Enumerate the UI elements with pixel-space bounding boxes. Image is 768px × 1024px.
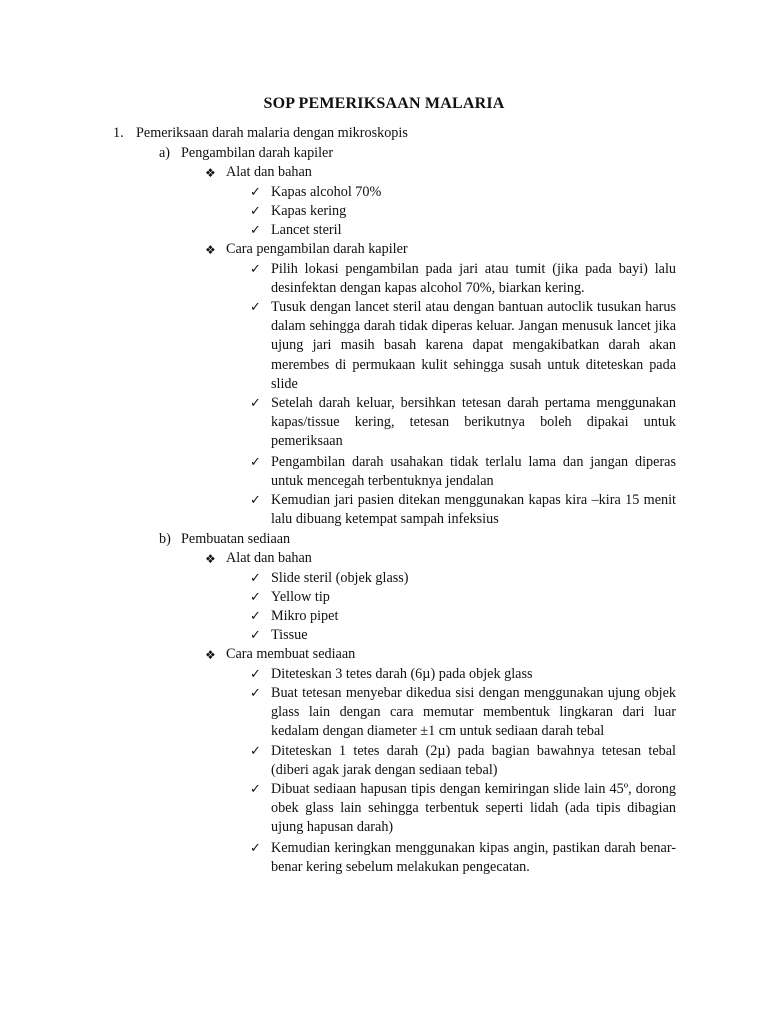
step-item: Diteteskan 3 tetes darah (6µ) pada objek glass <box>271 666 533 682</box>
tool-item: Tissue <box>271 627 308 643</box>
check-icon: ✓ <box>250 590 261 605</box>
subsection-b-heading: Pembuatan sediaan <box>181 531 291 547</box>
tool-item: Yellow tip <box>271 589 330 605</box>
check-icon: ✓ <box>250 667 261 682</box>
method-heading-b: Cara membuat sediaan <box>226 646 356 662</box>
diamond-bullet-icon: ❖ <box>205 243 216 257</box>
step-item: Kemudian jari pasien ditekan menggunakan kapas kira –kira 15 menit lalu dibuang ketempat sampah infeksius <box>271 492 676 528</box>
check-icon: ✓ <box>250 396 261 411</box>
check-icon: ✓ <box>250 204 261 219</box>
tools-heading-a: Alat dan bahan <box>226 164 312 180</box>
check-icon: ✓ <box>250 455 261 470</box>
tool-item: Kapas kering <box>271 203 347 219</box>
step-item: Diteteskan 1 tetes darah (2µ) pada bagian bawahnya tetesan tebal (diberi agak jarak dengan sediaan tebal) <box>271 743 676 779</box>
step-item: Kemudian keringkan menggunakan kipas angin, pastikan darah benar-benar kering sebelum melakukan pengecatan. <box>271 840 676 876</box>
tool-item: Mikro pipet <box>271 608 339 624</box>
section-heading: Pemeriksaan darah malaria dengan mikroskopis <box>136 125 408 141</box>
method-heading-a: Cara pengambilan darah kapiler <box>226 241 408 257</box>
section-number: 1. <box>113 125 124 141</box>
diamond-bullet-icon: ❖ <box>205 552 216 566</box>
check-icon: ✓ <box>250 223 261 238</box>
step-item: Dibuat sediaan hapusan tipis dengan kemiringan slide lain 45º, dorong obek glass lain sehingga terbentuk seperti lidah (ada tipis dibagian ujung hapusan darah) <box>271 781 676 836</box>
check-icon: ✓ <box>250 744 261 759</box>
subsection-b-marker: b) <box>159 531 171 547</box>
check-icon: ✓ <box>250 686 261 701</box>
subsection-a-marker: a) <box>159 145 171 161</box>
diamond-bullet-icon: ❖ <box>205 648 216 662</box>
diamond-bullet-icon: ❖ <box>205 166 216 180</box>
check-icon: ✓ <box>250 782 261 797</box>
check-icon: ✓ <box>250 609 261 624</box>
tool-item: Slide steril (objek glass) <box>271 570 409 586</box>
tool-item: Kapas alcohol 70% <box>271 184 382 200</box>
check-icon: ✓ <box>250 571 261 586</box>
tools-heading-b: Alat dan bahan <box>226 550 312 566</box>
check-icon: ✓ <box>250 262 261 277</box>
check-icon: ✓ <box>250 300 261 315</box>
check-icon: ✓ <box>250 493 261 508</box>
check-icon: ✓ <box>250 841 261 856</box>
document-title: SOP PEMERIKSAAN MALARIA <box>263 95 505 112</box>
subsection-a-heading: Pengambilan darah kapiler <box>181 145 334 161</box>
check-icon: ✓ <box>250 185 261 200</box>
check-icon: ✓ <box>250 628 261 643</box>
step-item: Setelah darah keluar, bersihkan tetesan darah pertama menggunakan kapas/tissue kering, tetesan berikutnya boleh dipakai untuk pemeriksaan <box>271 395 676 450</box>
step-item: Pengambilan darah usahakan tidak terlalu lama dan jangan diperas untuk mencegah terbentuknya jendalan <box>271 454 676 490</box>
step-item: Buat tetesan menyebar dikedua sisi dengan menggunakan ujung objek glass lain dengan cara memutar membentuk lingkaran dari luar kedalam dengan diameter ±1 cm untuk sediaan darah tebal <box>271 685 676 740</box>
step-item: Pilih lokasi pengambilan pada jari atau tumit (jika pada bayi) lalu desinfektan dengan kapas alcohol 70%, biarkan kering. <box>271 261 676 297</box>
tool-item: Lancet steril <box>271 222 342 238</box>
step-item: Tusuk dengan lancet steril atau dengan bantuan autoclik tusukan harus dalam sehingga darah tidak diperas keluar. Jangan menusuk lancet jika ujung jari masih basah karena dapat mengakibatkan darah akan merembes di permukaan kulit sehingga susah untuk diteteskan pada slide <box>271 299 676 392</box>
